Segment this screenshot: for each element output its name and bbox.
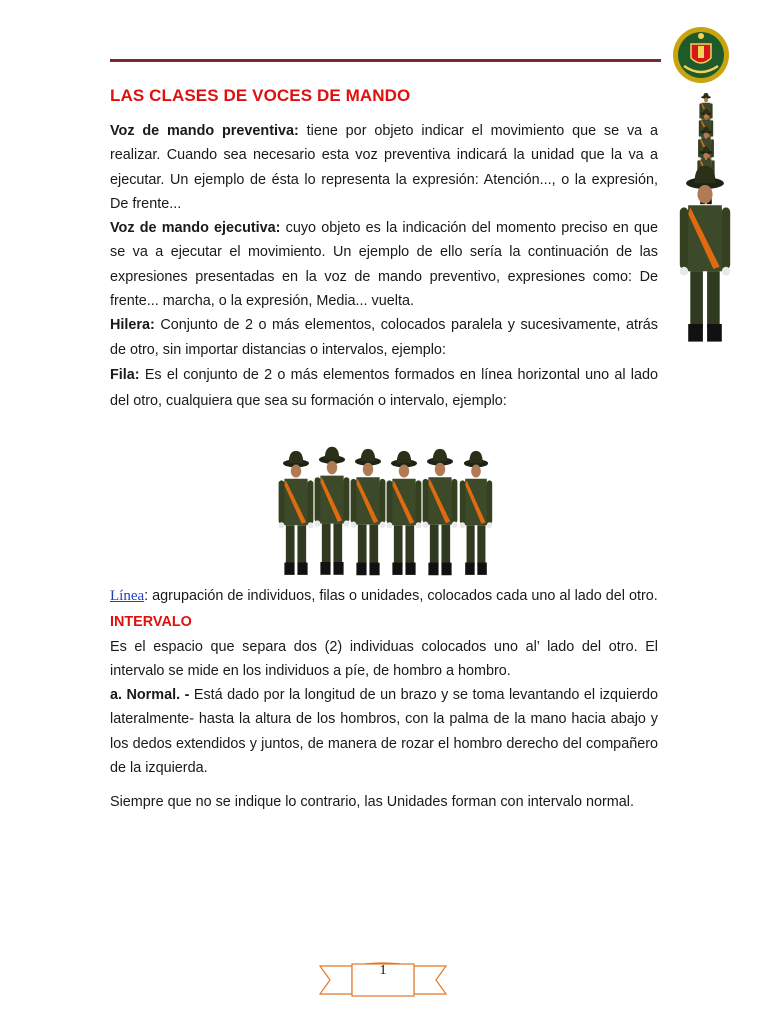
paragraph-intervalo: Es el espacio que separa dos (2) individuas colocados uno al’ lado del otro. El intervalo se mide en los individuos a píe, de hombro a hombro. [110, 638, 658, 679]
police-emblem-icon [672, 26, 730, 84]
term-preventiva: Voz de mando preventiva: [110, 123, 299, 139]
paragraph-fila [110, 362, 658, 414]
soldiers-in-column-image [672, 90, 732, 352]
document-body [110, 119, 658, 815]
text-normal: Está dado por la longitud de un brazo y se toma levantando el izquierdo lateralmente- hasta la altura de los hombros, con la palma de la mano hacia abajo y los dedos extendidos y juntos, de manera de rozar el hombro derecho del compañero de la izquierda. [110, 687, 658, 777]
page-title: LAS CLASES DE VOCES DE MANDO [110, 86, 411, 105]
term-fila: Fila: [110, 366, 140, 383]
text-ejecutiva: cuyo objeto es la indicación del momento preciso en que se va a ejecutar el movimiento. Un ejemplo de ello sería la continuación de las expresiones presentadas en la voz de mando preventivo, expresiones como: De frente... marcha, o la expresión, Media... vuelta. [110, 220, 658, 310]
text-linea: : agrupación de individuos, filas o unidades, colocados cada uno al lado del otro. [144, 587, 658, 604]
term-normal: a. Normal. - [110, 687, 190, 704]
term-hilera: Hilera: [110, 317, 155, 334]
paragraph-ejecutiva [110, 216, 658, 313]
paragraph-hilera [110, 313, 658, 362]
paragraph-normal [110, 683, 658, 780]
text-hilera: Conjunto de 2 o más elementos, colocados paralela y sucesivamente, atrás de otro, sin importar distancias o intervalos, ejemplo: [110, 317, 658, 358]
term-linea-link[interactable]: Línea [110, 587, 145, 604]
paragraph-linea [110, 584, 658, 608]
term-ejecutiva: Voz de mando ejecutiva: [110, 220, 281, 237]
heading-intervalo: INTERVALO [110, 614, 192, 631]
paragraph-preventiva [110, 119, 658, 216]
text-preventiva: tiene por objeto indicar el movimiento que se va a realizar. Cuando sea necesario esta voz preventiva indicará la unidad que la va a ejecutar. Un ejemplo de ésta lo representa la expresión: Atención..., o la expresión, De frente... [110, 123, 658, 212]
soldiers-in-row-image [278, 444, 498, 576]
header-divider [110, 59, 661, 62]
paragraph-closing: Siempre que no se indique lo contrario, las Unidades forman con intervalo normal. [110, 794, 634, 811]
page-number: 1 [379, 963, 387, 978]
text-fila: Es el conjunto de 2 o más elementos formados en línea horizontal uno al lado del otro, cualquiera que sea su formación o intervalo, ejemplo: [110, 366, 658, 409]
